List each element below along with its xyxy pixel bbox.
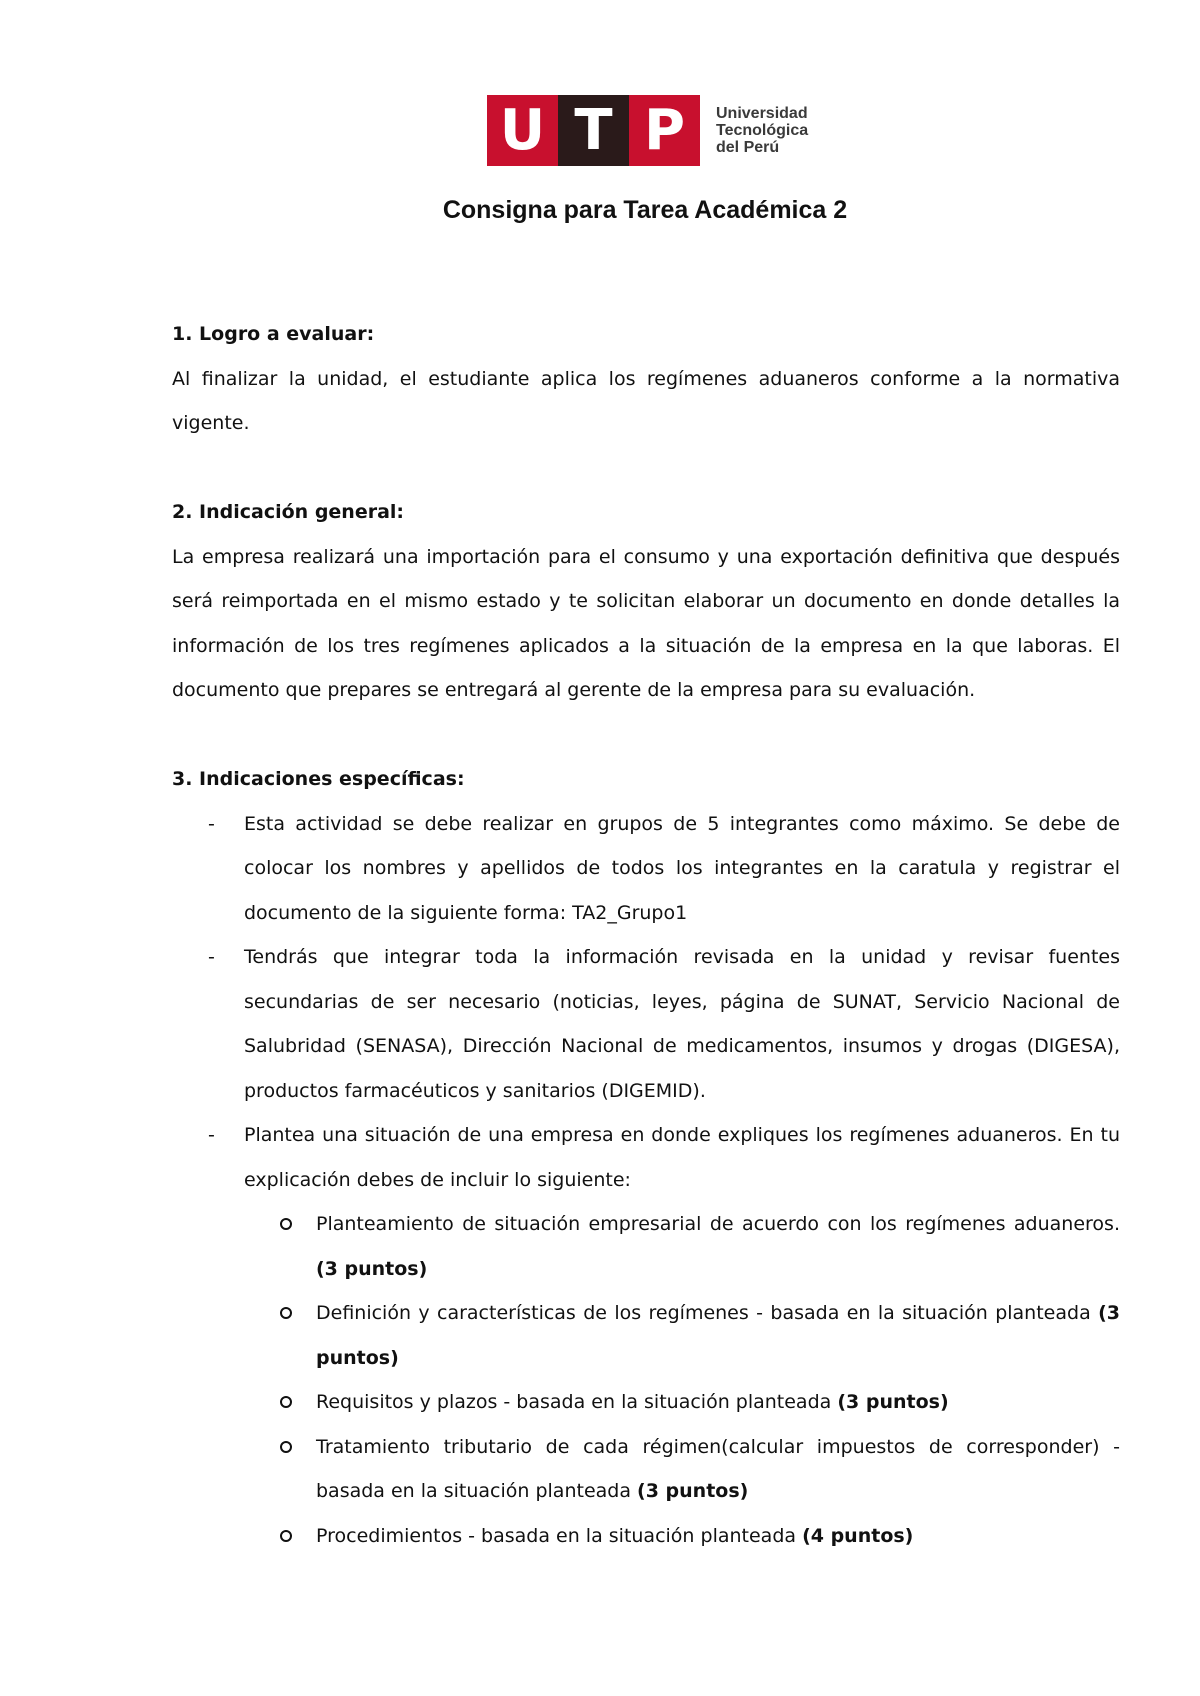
utp-logo — [487, 95, 808, 166]
logo-letter-p: P — [629, 95, 700, 166]
list-item — [172, 935, 1120, 1113]
logo-text-line: Tecnológica — [716, 122, 809, 139]
points-label: (3 puntos) — [316, 1257, 428, 1280]
logo-wordmark — [716, 105, 808, 156]
sub-list-item — [244, 1380, 1120, 1425]
points-label: (3 puntos) — [637, 1480, 749, 1502]
section-1-heading: 1. Logro a evaluar: — [172, 323, 375, 345]
list-item — [172, 802, 1120, 936]
sub-list-item — [244, 1202, 1120, 1291]
circle-bullet-icon — [280, 1307, 292, 1319]
logo-letter-t: T — [558, 95, 629, 166]
sub-item-text: Requisitos y plazos - basada en la situación planteada — [316, 1391, 838, 1413]
section-3-heading: 3. Indicaciones específicas: — [172, 768, 465, 790]
points-label: (4 puntos) — [802, 1524, 914, 1547]
sub-list-item — [244, 1291, 1120, 1380]
dash-bullet: - — [208, 812, 215, 835]
logo-letters — [487, 95, 700, 166]
document-title: Consigna para Tarea Académica 2 — [442, 196, 848, 224]
section-1-text: Al finalizar la unidad, el estudiante aplica los regímenes aduaneros conforme a la normativa vigente. — [172, 367, 1120, 434]
points-label: (3 puntos) — [837, 1391, 949, 1413]
list-item — [172, 1113, 1120, 1558]
section-2-heading: 2. Indicación general: — [172, 501, 405, 523]
sub-list-item — [244, 1514, 1120, 1559]
logo-text-line: del Perú — [716, 139, 780, 156]
section-2-text: La empresa realizará una importación para el consumo y una exportación definitiva que después será reimportada en el mismo estado y te solicitan elaborar un documento en donde detalles la información de los tres regímenes aplicados a la situación de la empresa en la que laboras. El documento que prepares se entregará al gerente de la empresa para su evaluación. — [172, 545, 1120, 701]
list-item-text: Esta actividad se debe realizar en grupos de 5 integrantes como máximo. Se debe de colocar los nombres y apellidos de todos los integrantes en la caratula y registrar el documento de la siguiente forma: TA2_Grupo1 — [244, 812, 1120, 924]
list-item-text: Tendrás que integrar toda la información revisada en la unidad y revisar fuentes secundarias de ser necesario (noticias, leyes, página de SUNAT, Servicio Nacional de Salubridad (SENASA), Dirección Nacional de medicamentos, insumos y drogas (DIGESA), productos farmacéuticos y sanitarios (DIGEMID). — [244, 946, 1120, 1102]
document-body — [172, 312, 1120, 1558]
circle-bullet-icon — [280, 1218, 292, 1230]
circle-bullet-icon — [280, 1530, 292, 1542]
sub-list-item — [244, 1425, 1120, 1514]
dash-bullet: - — [208, 1124, 215, 1146]
sub-list — [244, 1202, 1120, 1558]
list-item-text: Plantea una situación de una empresa en donde expliques los regímenes aduaneros. En tu explicación debes de incluir lo siguiente: — [244, 1124, 1120, 1191]
logo-letter-u: U — [487, 95, 558, 166]
sub-item-text: Definición y características de los regímenes - basada en la situación planteada — [316, 1302, 1099, 1324]
logo-text-line: Universidad — [716, 105, 808, 122]
specific-indications-list — [172, 802, 1120, 1559]
circle-bullet-icon — [280, 1396, 292, 1408]
sub-item-text: Tratamiento tributario de cada régimen(calcular impuestos de corresponder) - basada en la situación planteada — [316, 1435, 1120, 1502]
points-label: (3 puntos) — [316, 1302, 1120, 1369]
sub-item-text: Procedimientos - basada en la situación planteada — [316, 1524, 803, 1547]
dash-bullet: - — [208, 946, 215, 968]
sub-item-text: Planteamiento de situación empresarial de acuerdo con los regímenes aduaneros. — [316, 1213, 1120, 1235]
circle-bullet-icon — [280, 1441, 292, 1453]
